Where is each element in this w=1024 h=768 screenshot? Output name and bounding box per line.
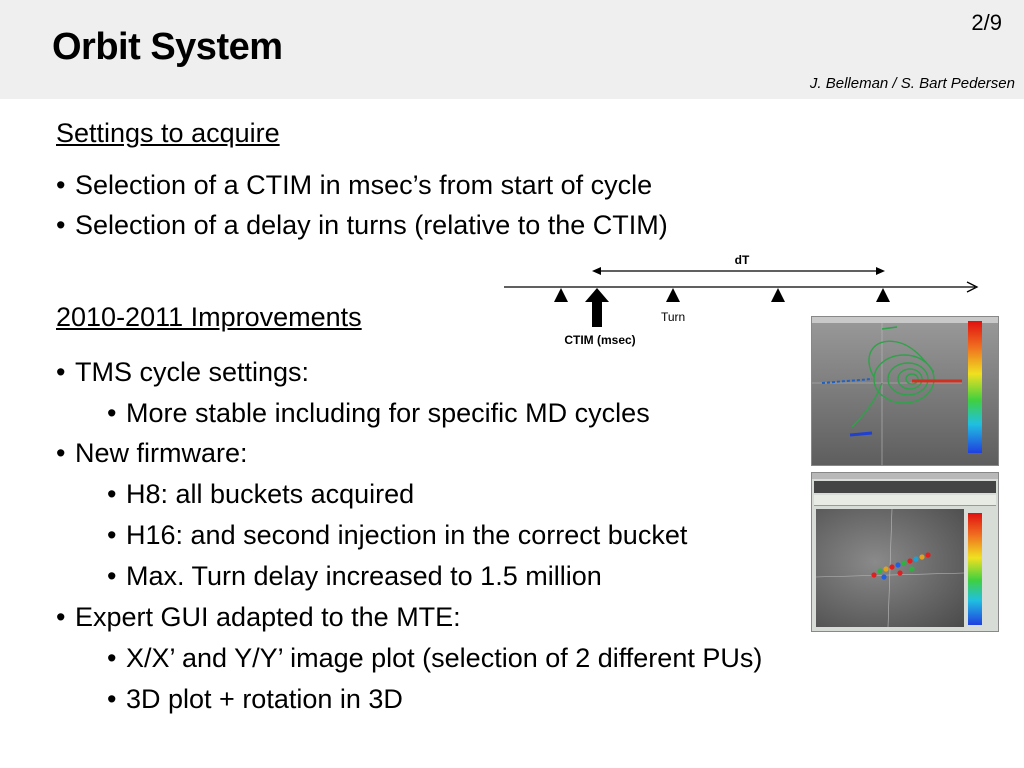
- sub-bullet-item: [107, 642, 762, 674]
- ctim-arrow: [585, 288, 609, 327]
- bullet-text: Selection of a delay in turns (relative to the CTIM): [75, 210, 668, 240]
- turn-tick: [554, 288, 568, 302]
- bullet-text: Expert GUI adapted to the MTE:: [75, 602, 461, 632]
- turn-tick: [876, 288, 890, 302]
- bullet-item: [56, 169, 652, 201]
- bullet-text: Max. Turn delay increased to 1.5 million: [126, 561, 602, 591]
- dt-label: dT: [734, 253, 750, 267]
- bullet-icon: •: [107, 561, 117, 591]
- bullet-text: TMS cycle settings:: [75, 357, 310, 387]
- bullet-text: New firmware:: [75, 438, 248, 468]
- bullet-icon: •: [56, 170, 66, 200]
- bullet-icon: •: [107, 398, 117, 428]
- dt-arrow-right-head: [876, 267, 885, 275]
- ctim-label: CTIM (msec): [564, 333, 636, 347]
- section-heading-settings: Settings to acquire: [56, 118, 280, 148]
- scatter-3d-plot: [812, 473, 998, 631]
- page-number: 2/9: [971, 10, 1002, 35]
- phase-space-screenshot: [811, 316, 999, 466]
- bullet-icon: •: [107, 479, 117, 509]
- bullet-item: [56, 437, 248, 469]
- spiral-plot: [812, 317, 998, 465]
- bullet-icon: •: [107, 520, 117, 550]
- bullet-item: [56, 356, 309, 388]
- bullet-item: [56, 601, 461, 633]
- bullet-icon: •: [56, 602, 66, 632]
- slide-title: Orbit System: [52, 26, 283, 68]
- sub-bullet-item: [107, 519, 687, 551]
- bullet-icon: •: [107, 684, 117, 714]
- bullet-icon: •: [56, 357, 66, 387]
- bullet-text: X/X’ and Y/Y’ image plot (selection of 2 different PUs): [126, 643, 763, 673]
- sub-bullet-item: [107, 683, 403, 715]
- expert-gui-screenshot: [811, 472, 999, 632]
- turn-tick: [771, 288, 785, 302]
- bullet-text: H8: all buckets acquired: [126, 479, 415, 509]
- dt-arrow-left-head: [592, 267, 601, 275]
- bullet-text: H16: and second injection in the correct bucket: [126, 520, 688, 550]
- authors: J. Belleman / S. Bart Pedersen: [809, 75, 1015, 92]
- bullet-icon: •: [107, 643, 117, 673]
- bullet-text: More stable including for specific MD cycles: [126, 398, 650, 428]
- turn-label: Turn: [661, 310, 686, 324]
- sub-bullet-item: [107, 478, 414, 510]
- bullet-item: [56, 209, 668, 241]
- sub-bullet-item: [107, 397, 650, 429]
- bullet-icon: •: [56, 210, 66, 240]
- turn-tick: [666, 288, 680, 302]
- sub-bullet-item: [107, 560, 602, 592]
- bullet-text: Selection of a CTIM in msec’s from start of cycle: [75, 170, 653, 200]
- section-heading-improvements: 2010-2011 Improvements: [56, 302, 362, 332]
- bullet-text: 3D plot + rotation in 3D: [126, 684, 403, 714]
- bullet-icon: •: [56, 438, 66, 468]
- timeline-arrow-head: [967, 282, 977, 292]
